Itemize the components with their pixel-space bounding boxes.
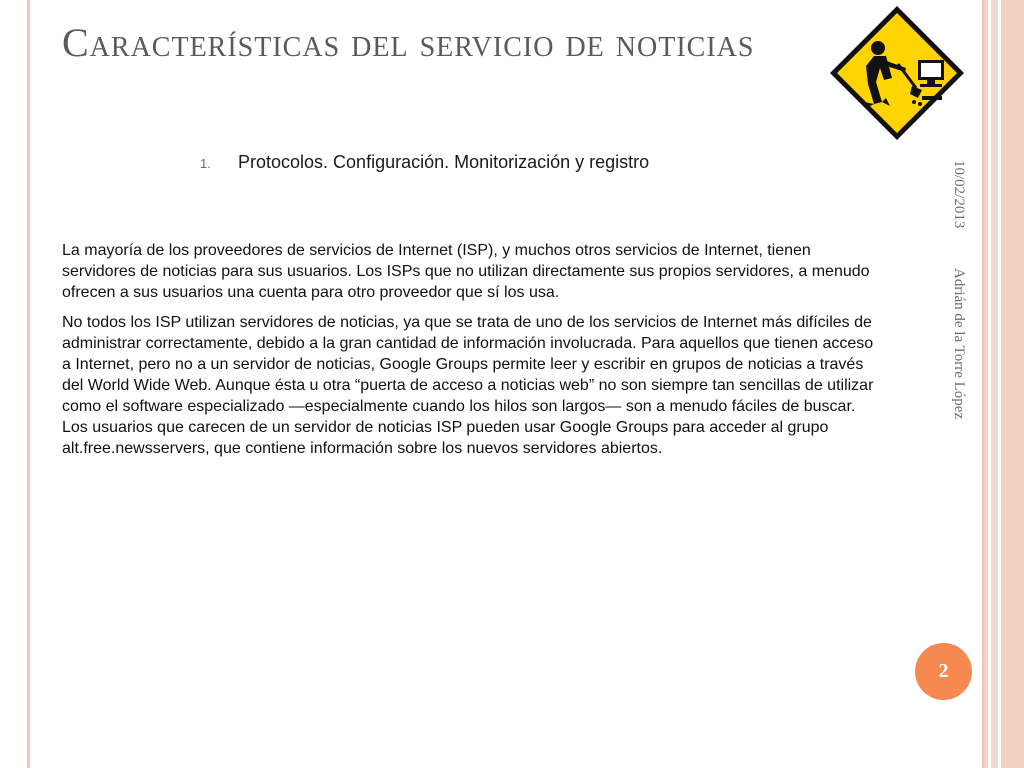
page-number: 2 — [938, 660, 949, 682]
slide-author: Adrián de la Torre López — [951, 268, 967, 420]
slide-date: 10/02/2013 — [951, 160, 967, 229]
body-text — [62, 240, 880, 468]
list-item-text: Protocolos. Configuración. Monitorización y registro — [238, 152, 650, 172]
construction-worker-sign-icon — [826, 2, 968, 144]
list-item-number: 1. — [200, 156, 211, 171]
left-border-line — [27, 0, 30, 768]
slide-date-container — [950, 160, 972, 280]
page-number-badge — [915, 643, 972, 700]
slide-author-container — [950, 268, 972, 468]
paragraph-1: La mayoría de los proveedores de servicios de Internet (ISP), y muchos otros servicios de Internet, tienen servidores de noticias para sus usuarios. Los ISPs que no utilizan directamente sus propios servidores, a menudo ofrecen a sus usuarios una cuenta para otro proveedor que sí los usa. — [62, 242, 870, 301]
paragraph-2: No todos los ISP utilizan servidores de noticias, ya que se trata de uno de los servicios de Internet más difíciles de administrar correctamente, debido a la gran cantidad de información involucrada. Para aquellos que tienen acceso a Internet, pero no a un servidor de noticias, Google Groups permite leer y escribir en grupos de noticias a través del World Wide Web. Aunque ésta u otra “puerta de acceso a noticias web” no son siempre tan sencillas de utilizar como el software especializado —especialmente cuando los hilos son largos— son a menudo fáciles de buscar. Los usuarios que carecen de un servidor de noticias ISP pueden usar Google Groups para acceder al grupo alt.free.newsservers, que contiene información sobre los nuevos servidores abiertos. — [62, 314, 874, 457]
slide-title: Características del servicio de noticias — [62, 20, 755, 65]
right-decorative-stripes — [984, 0, 1024, 768]
list-item-protocolos — [200, 150, 800, 176]
